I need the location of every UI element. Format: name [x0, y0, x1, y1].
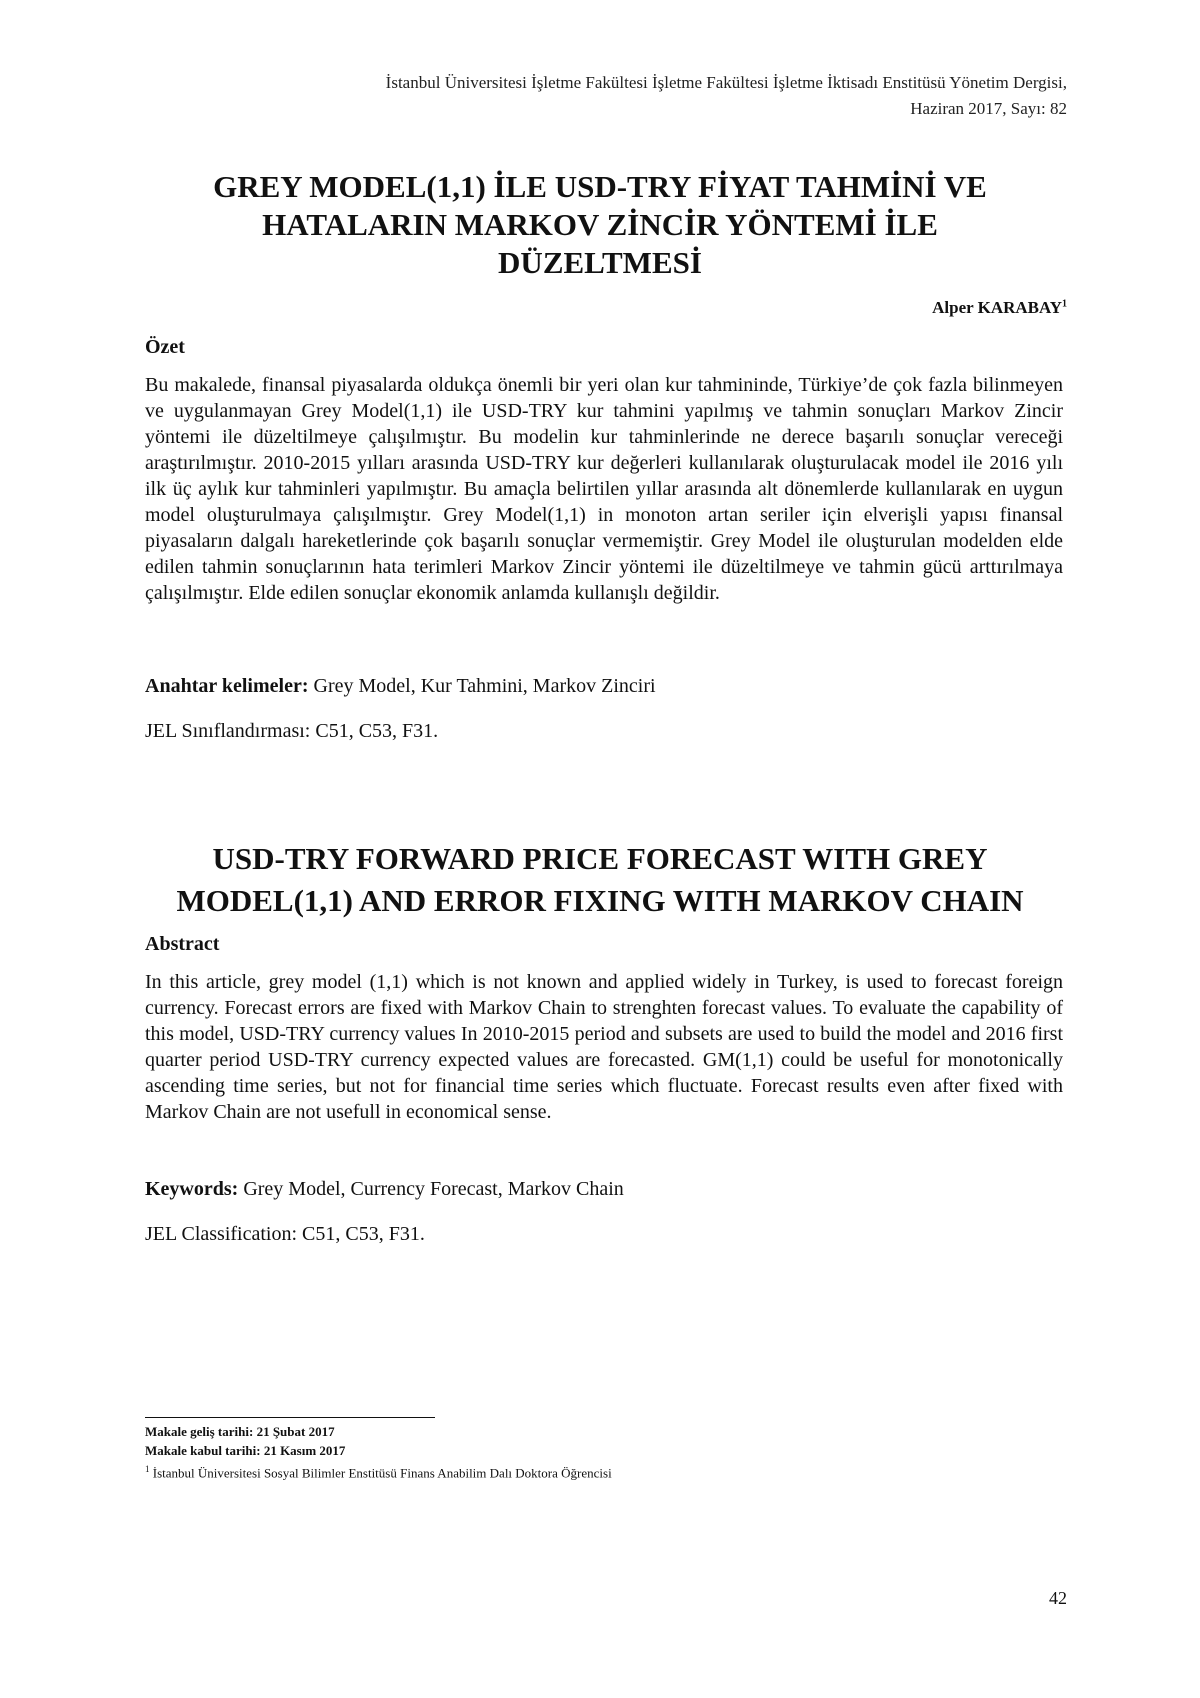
footnotes: [145, 1422, 612, 1482]
english-abstract: In this article, grey model (1,1) which is not known and applied widely in Turkey, is used to forecast foreign currency. Forecast errors are fixed with Markov Chain to strenghten forecast values. To evaluate the capability of this model, USD-TRY currency values In 2010-2015 period and subsets are used to build the model and 2016 first quarter period USD-TRY currency expected values are forecasted. GM(1,1) could be useful for monotonically ascending time series, but not for financial time series which fluctuate. Forecast results even after fixed with Markov Chain are not usefull in economical sense.: [145, 971, 1063, 1123]
author-name: Alper KARABAY: [932, 298, 1062, 317]
running-header-line-1: İstanbul Üniversitesi İşletme Fakültesi İşletme Fakültesi İşletme İktisadı Enstitüsü Yönetim Dergisi,: [385, 73, 1067, 92]
english-title-line-1: USD-TRY FORWARD PRICE FORECAST WITH GREY: [212, 841, 988, 876]
turkish-jel: JEL Sınıflandırması: C51, C53, F31.: [145, 720, 439, 742]
accepted-date: Makale kabul tarihi: 21 Kasım 2017: [145, 1443, 346, 1458]
received-date: Makale geliş tarihi: 21 Şubat 2017: [145, 1424, 335, 1439]
turkish-title-line-3: DÜZELTMESİ: [498, 245, 702, 280]
footnote-divider: [145, 1417, 435, 1418]
english-abstract-heading: Abstract: [145, 933, 220, 955]
author-affiliation-note: [145, 1460, 612, 1482]
turkish-abstract-heading: Özet: [145, 336, 185, 358]
turkish-title: [133, 168, 1067, 282]
english-title-line-2: MODEL(1,1) AND ERROR FIXING WITH MARKOV CHAIN: [176, 883, 1024, 918]
english-jel: JEL Classification: C51, C53, F31.: [145, 1223, 425, 1245]
turkish-keywords: [145, 675, 656, 698]
footnote-text: İstanbul Üniversitesi Sosyal Bilimler Enstitüsü Finans Anabilim Dalı Doktora Öğrencisi: [149, 1465, 612, 1481]
running-header: [167, 70, 1067, 122]
english-keywords-text: Grey Model, Currency Forecast, Markov Chain: [238, 1178, 624, 1200]
turkish-title-line-1: GREY MODEL(1,1) İLE USD-TRY FİYAT TAHMİNİ VE: [213, 169, 987, 204]
english-keywords-label: Keywords:: [145, 1178, 239, 1200]
english-title: [133, 838, 1067, 922]
footnote-mark: 1: [145, 1464, 150, 1474]
author: [932, 298, 1067, 318]
turkish-abstract: Bu makalede, finansal piyasalarda oldukça önemli bir yeri olan kur tahmininde, Türkiye’de çok fazla bilinmeyen ve uygulanmayan Grey Model(1,1) ile USD-TRY kur tahmini yapılmış ve tahmin sonuçları Markov Zincir yöntemi ile düzeltilmeye çalışılmıştır. Bu modelin kur tahminlerinde ne derece başarılı sonuçlar vereceği araştırılmıştır. 2010-2015 yılları arasında USD-TRY kur değerleri kullanılarak oluşturulacak model ile 2016 yılı ilk üç aylık kur tahminleri yapılmıştır. Bu amaçla belirtilen yıllar arasında alt dönemlerde kullanılarak en uygun model oluşturulmaya çalışılmıştır. Grey Model(1,1) in monoton artan seriler için elverişli yapısı finansal piyasaların dalgalı hareketlerinde çok başarılı sonuçlar vermemiştir. Grey Model ile oluşturulan modelden elde edilen tahmin sonuçlarının hata terimleri Markov Zincir yöntemi ile düzeltilmeye ve tahmin gücü arttırılmaya çalışılmıştır. Elde edilen sonuçlar ekonomik anlamda kullanışlı değildir.: [145, 374, 1063, 604]
turkish-title-line-2: HATALARIN MARKOV ZİNCİR YÖNTEMİ İLE: [262, 207, 938, 242]
turkish-keywords-text: Grey Model, Kur Tahmini, Markov Zinciri: [308, 675, 656, 697]
author-footnote-mark: 1: [1062, 298, 1067, 310]
running-header-line-2: Haziran 2017, Sayı: 82: [910, 99, 1067, 118]
page-number: 42: [1049, 1588, 1067, 1608]
turkish-keywords-label: Anahtar kelimeler:: [145, 675, 309, 697]
english-keywords: [145, 1178, 624, 1201]
